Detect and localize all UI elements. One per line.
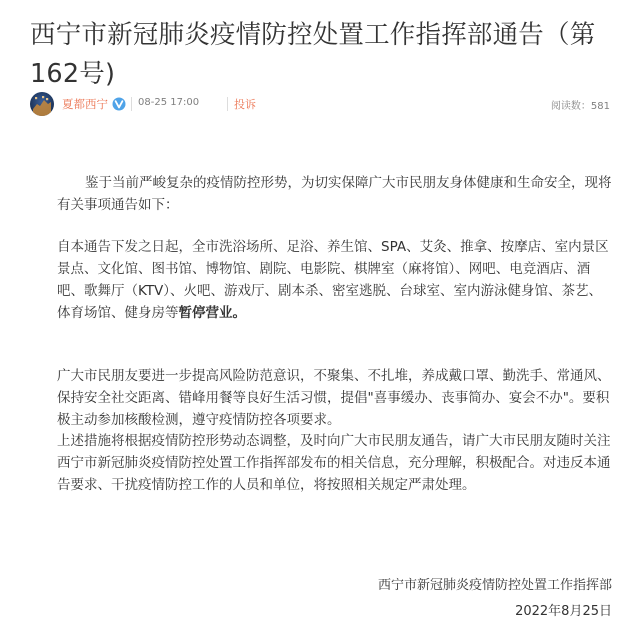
meta-divider [227, 97, 228, 111]
article-paragraph-intro: 鉴于当前严峻复杂的疫情防控形势，为切实保障广大市民朋友身体健康和生命安全，现将有关事项通告如下： [57, 175, 612, 213]
read-count: 阅读数：581 [550, 101, 610, 112]
signature-date: 2022年8月25日 [515, 604, 612, 619]
signature-org: 西宁市新冠肺炎疫情防控处置工作指挥部 [377, 578, 612, 593]
city-logo-icon [30, 92, 54, 116]
article-paragraph-closures [57, 236, 612, 324]
article-title: 西宁市新冠肺炎疫情防控处置工作指挥部通告（第162号) [30, 20, 596, 89]
closures-list-text: 自本通告下发之日起，全市洗浴场所、足浴、养生馆、SPA、艾灸、推拿、按摩店、室内景区景点、文化馆、图书馆、博物馆、剧院、电影院、棋牌室（麻将馆）、网吧、电竞酒店、酒吧、歌舞厅（KTV）、火吧、游戏厅、剧本杀、密室逃脱、台球室、室内游泳健身馆、茶艺、体育场馆、健身房等 [57, 239, 609, 321]
avatar[interactable] [30, 92, 54, 116]
publish-datetime: 08-25 17:00 [138, 97, 200, 108]
author-name[interactable]: 夏都西宁 [62, 97, 108, 111]
article-paragraph-advice: 广大市民朋友要进一步提高风险防范意识，不聚集、不扎堆，养成戴口罩、勤洗手、常通风、保持安全社交距离、错峰用餐等良好生活习惯，提倡"喜事缓办、丧事简办、宴会不办"。要积极主动参加核酸检测，遵守疫情防控各项要求。 [57, 368, 611, 428]
closures-emphasis: 暂停营业。 [178, 305, 246, 321]
article-paragraph-notice: 上述措施将根据疫情防控形势动态调整，及时向广大市民朋友通告，请广大市民朋友随时关注西宁市新冠肺炎疫情防控处置工作指挥部发布的相关信息，充分理解，积极配合。对违反本通告要求、干扰疫情防控工作的人员和单位，将按照相关规定严肃处理。 [57, 433, 611, 493]
verified-v-icon [112, 97, 126, 111]
meta-divider [131, 97, 132, 111]
report-link[interactable]: 投诉 [234, 98, 256, 111]
article-meta [30, 92, 610, 116]
